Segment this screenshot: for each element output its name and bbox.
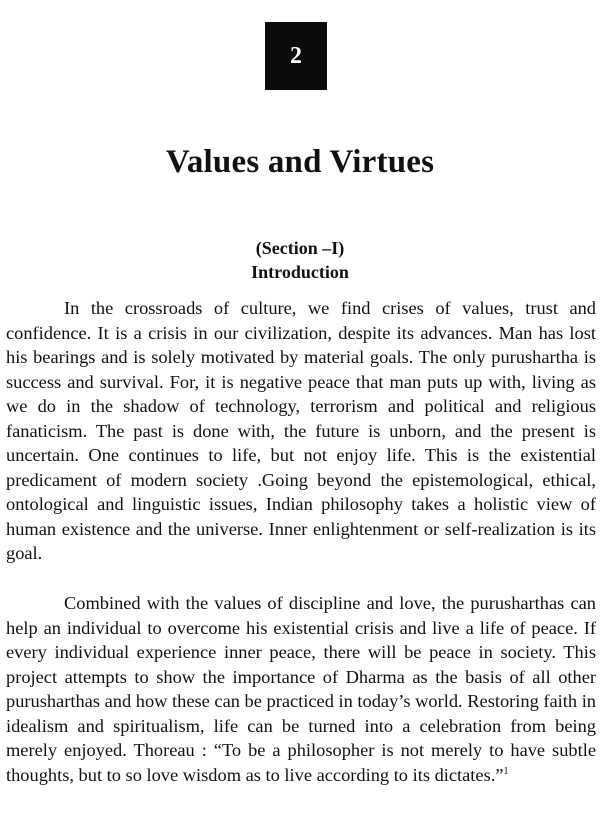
body-paragraph-1: In the crossroads of culture, we find crises of values, trust and confidence. It is a crisis in our civilization, despite its advances. Man has lost his bearings and is solely motivated by material goals. The only purushartha is success and survival. For, it is negative peace that man puts up with, living as we do in the shadow of technology, terrorism and political and religious fanaticism. The past is done with, the future is unborn, and the present is uncertain. One continues to life, but not enjoy life. This is the existential predicament of modern society .Going beyond the epistemological, ethical, ontological and linguistic issues, Indian philosophy takes a holistic view of human existence and the universe. Inner enlightenment or self-realization is its goal. [6, 298, 596, 563]
body-paragraph-2 [6, 591, 596, 787]
section-heading: Introduction [251, 262, 349, 282]
body-paragraph-2-text: Combined with the values of discipline and love, the purusharthas can help an individual to overcome his existential crisis and live a life of peace. If every individual experience inner peace, there will be peace in society. This project attempts to show the importance of Dharma as the basis of all other purusharthas and how these can be practiced in today’s world. Restoring faith in idealism and spiritualism, life can be turned into a celebration from being merely enjoyed. Thoreau : “To be a philosopher is not merely to have subtle thoughts, but to so love wisdom as to live according to its dictates.” [6, 593, 596, 785]
section-label: (Section –I) [255, 238, 345, 258]
chapter-number-box [265, 22, 327, 90]
chapter-number: 2 [290, 42, 302, 69]
chapter-title: Values and Virtues [165, 144, 435, 180]
footnote-marker: 1 [503, 765, 509, 777]
